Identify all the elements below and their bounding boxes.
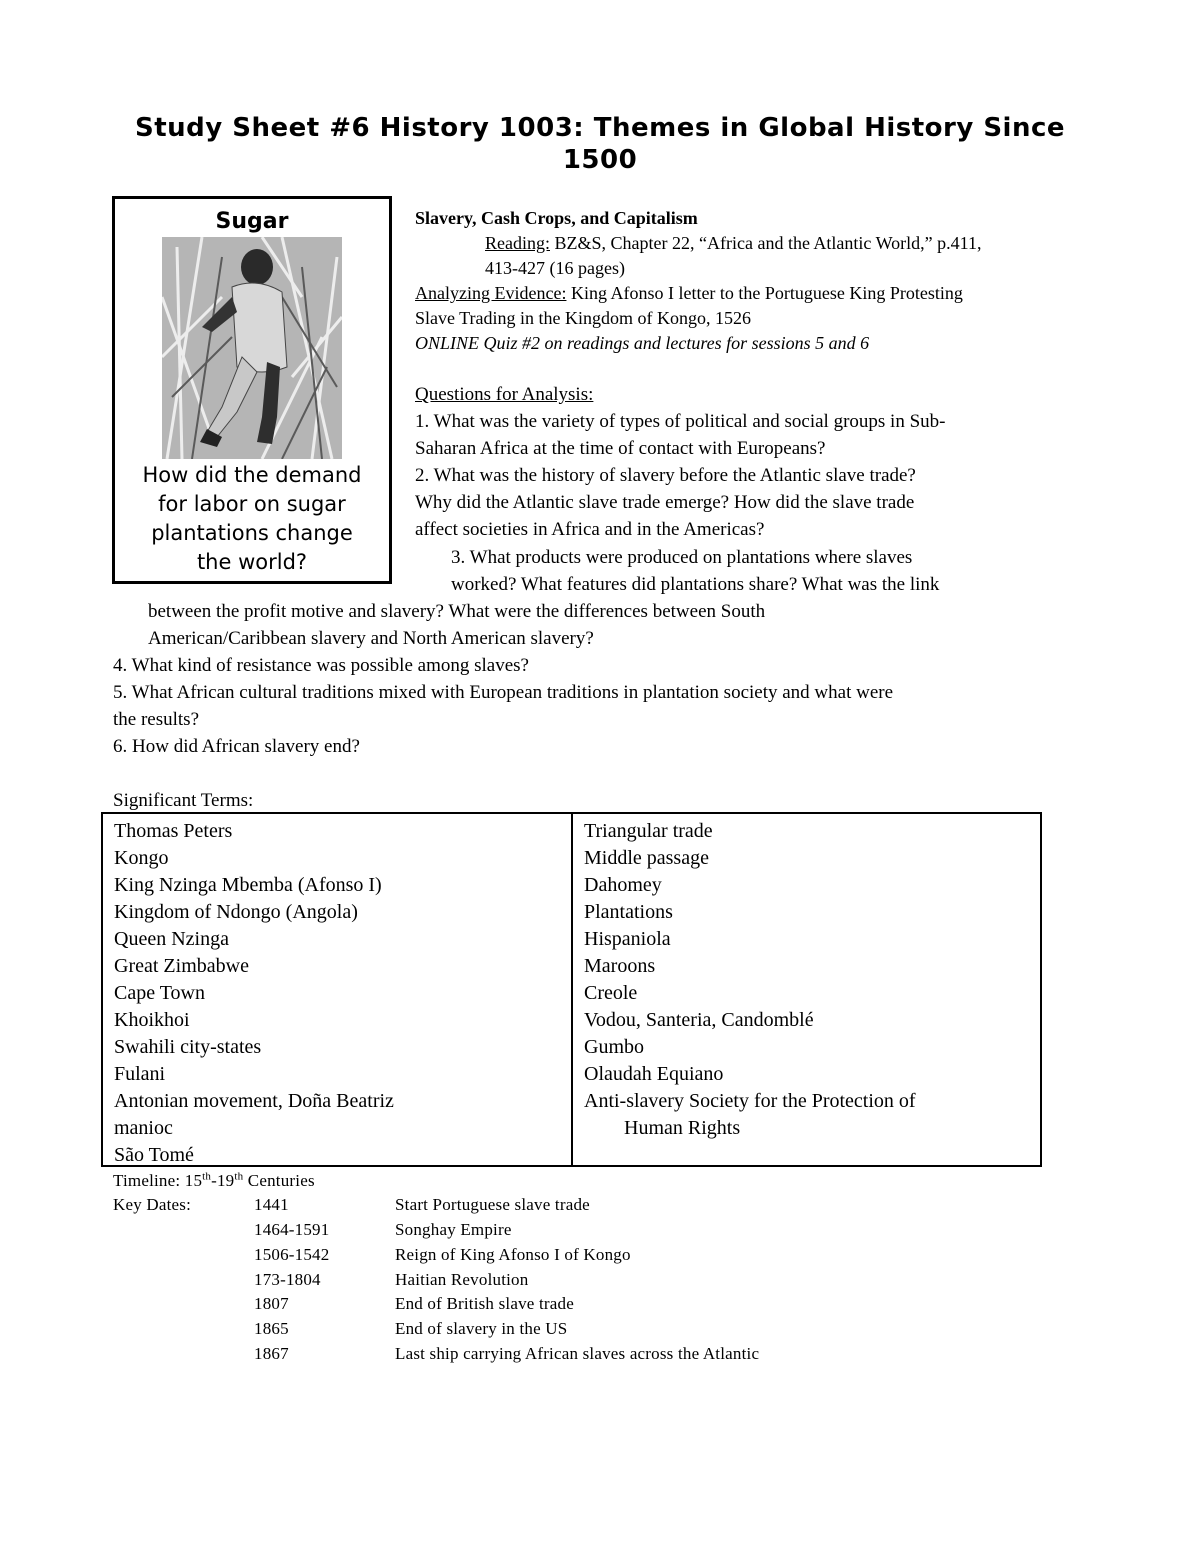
title-line-2: 1500: [562, 145, 638, 175]
term-item: Plantations: [584, 901, 673, 923]
significant-terms-table: [101, 812, 1042, 1167]
term-item: Dahomey: [584, 874, 662, 896]
question-line: 5. What African cultural traditions mixed with European traditions in plantation society and what were: [113, 682, 894, 703]
date-year: 173-1804: [254, 1270, 321, 1289]
term-item: Hispaniola: [584, 928, 671, 950]
term-item: Maroons: [584, 955, 656, 977]
title-line-1: Study Sheet #6 History 1003: Themes in Global History Since: [134, 113, 1066, 143]
date-year: 1865: [254, 1319, 289, 1338]
sidebox-question-line: How did the demand: [142, 463, 362, 487]
sidebox-question: [115, 461, 389, 577]
term-item: Queen Nzinga: [114, 928, 229, 950]
date-event: Haitian Revolution: [395, 1270, 529, 1289]
sugar-sidebox: [112, 196, 392, 584]
questions-heading: Questions for Analysis:: [415, 384, 594, 405]
date-year: 1441: [254, 1195, 289, 1214]
term-item: manioc: [114, 1117, 173, 1139]
term-item: Khoikhoi: [114, 1009, 190, 1031]
term-item: King Nzinga Mbemba (Afonso I): [114, 874, 382, 896]
term-item: Triangular trade: [584, 820, 713, 842]
question-line: Why did the Atlantic slave trade emerge? How did the slave trade: [415, 492, 915, 513]
question-line: 3. What products were produced on plantations where slaves: [451, 547, 913, 568]
term-item: Cape Town: [114, 982, 205, 1004]
timeline-label: [113, 1168, 315, 1193]
date-event: End of slavery in the US: [395, 1319, 568, 1338]
term-item: Antonian movement, Doña Beatriz: [114, 1090, 394, 1112]
terms-column-left: [103, 814, 573, 1165]
reading-text: BZ&S, Chapter 22, “Africa and the Atlantic World,” p.411,: [550, 233, 982, 253]
evidence-label: Analyzing Evidence:: [415, 283, 567, 303]
question-line: 4. What kind of resistance was possible among slaves?: [113, 655, 529, 676]
reading-label: Reading:: [485, 233, 550, 253]
sidebox-question-line: plantations change: [151, 521, 353, 545]
term-item-continued: Human Rights: [624, 1117, 741, 1139]
question-line: affect societies in Africa and in the Americas?: [415, 519, 765, 540]
term-item: Kongo: [114, 847, 169, 869]
reading-line-2: 413-427 (16 pages): [485, 258, 625, 278]
sugar-cane-worker-photo: [162, 237, 342, 459]
question-line: worked? What features did plantations share? What was the link: [451, 574, 940, 595]
date-year: 1807: [254, 1294, 289, 1313]
term-item: Creole: [584, 982, 638, 1004]
page-title: [110, 112, 1090, 176]
section-heading: Slavery, Cash Crops, and Capitalism: [415, 208, 698, 228]
term-item: Olaudah Equiano: [584, 1063, 724, 1085]
timeline-label-start: Timeline: 15: [113, 1171, 203, 1190]
key-dates-label: Key Dates:: [113, 1195, 192, 1214]
timeline-label-end: Centuries: [243, 1171, 315, 1190]
question-line: 1. What was the variety of types of political and social groups in Sub-: [415, 411, 946, 432]
question-line: Saharan Africa at the time of contact with Europeans?: [415, 438, 826, 459]
term-item: Fulani: [114, 1063, 166, 1085]
timeline-sup: th: [234, 1170, 244, 1183]
term-item: Great Zimbabwe: [114, 955, 249, 977]
term-item: Middle passage: [584, 847, 709, 869]
date-year: 1867: [254, 1344, 289, 1363]
term-item: Swahili city-states: [114, 1036, 262, 1058]
question-line: American/Caribbean slavery and North American slavery?: [148, 628, 594, 649]
sidebox-heading: Sugar: [215, 209, 289, 234]
term-item: Thomas Peters: [114, 820, 233, 842]
sidebox-question-line: for labor on sugar: [158, 492, 346, 516]
term-item: Gumbo: [584, 1036, 644, 1058]
term-item: Vodou, Santeria, Candomblé: [584, 1009, 814, 1031]
sidebox-question-line: the world?: [196, 550, 308, 574]
evidence-line: [415, 280, 963, 307]
date-year: 1464-1591: [254, 1220, 330, 1239]
question-line: the results?: [113, 709, 200, 730]
date-event: End of British slave trade: [395, 1294, 574, 1313]
evidence-text: King Afonso I letter to the Portuguese King Protesting: [566, 283, 963, 303]
date-year: 1506-1542: [254, 1245, 330, 1264]
term-item: Kingdom of Ndongo (Angola): [114, 901, 358, 923]
term-item: Anti-slavery Society for the Protection of: [584, 1090, 916, 1112]
date-event: Start Portuguese slave trade: [395, 1195, 590, 1214]
quiz-note: ONLINE Quiz #2 on readings and lectures for sessions 5 and 6: [415, 333, 870, 353]
terms-column-right: [573, 814, 1040, 1165]
question-line: 6. How did African slavery end?: [113, 736, 360, 757]
terms-heading: Significant Terms:: [113, 790, 254, 811]
question-line: between the profit motive and slavery? What were the differences between South: [148, 601, 766, 622]
date-event: Last ship carrying African slaves across the Atlantic: [395, 1344, 760, 1363]
date-event: Songhay Empire: [395, 1220, 512, 1239]
timeline-sup: th: [202, 1170, 212, 1183]
timeline-label-mid: -19: [211, 1171, 235, 1190]
question-line: 2. What was the history of slavery before the Atlantic slave trade?: [415, 465, 916, 486]
date-event: Reign of King Afonso I of Kongo: [395, 1245, 631, 1264]
term-item: São Tomé: [114, 1144, 194, 1166]
evidence-line-2: Slave Trading in the Kingdom of Kongo, 1526: [415, 308, 751, 328]
reading-line: [485, 230, 981, 257]
